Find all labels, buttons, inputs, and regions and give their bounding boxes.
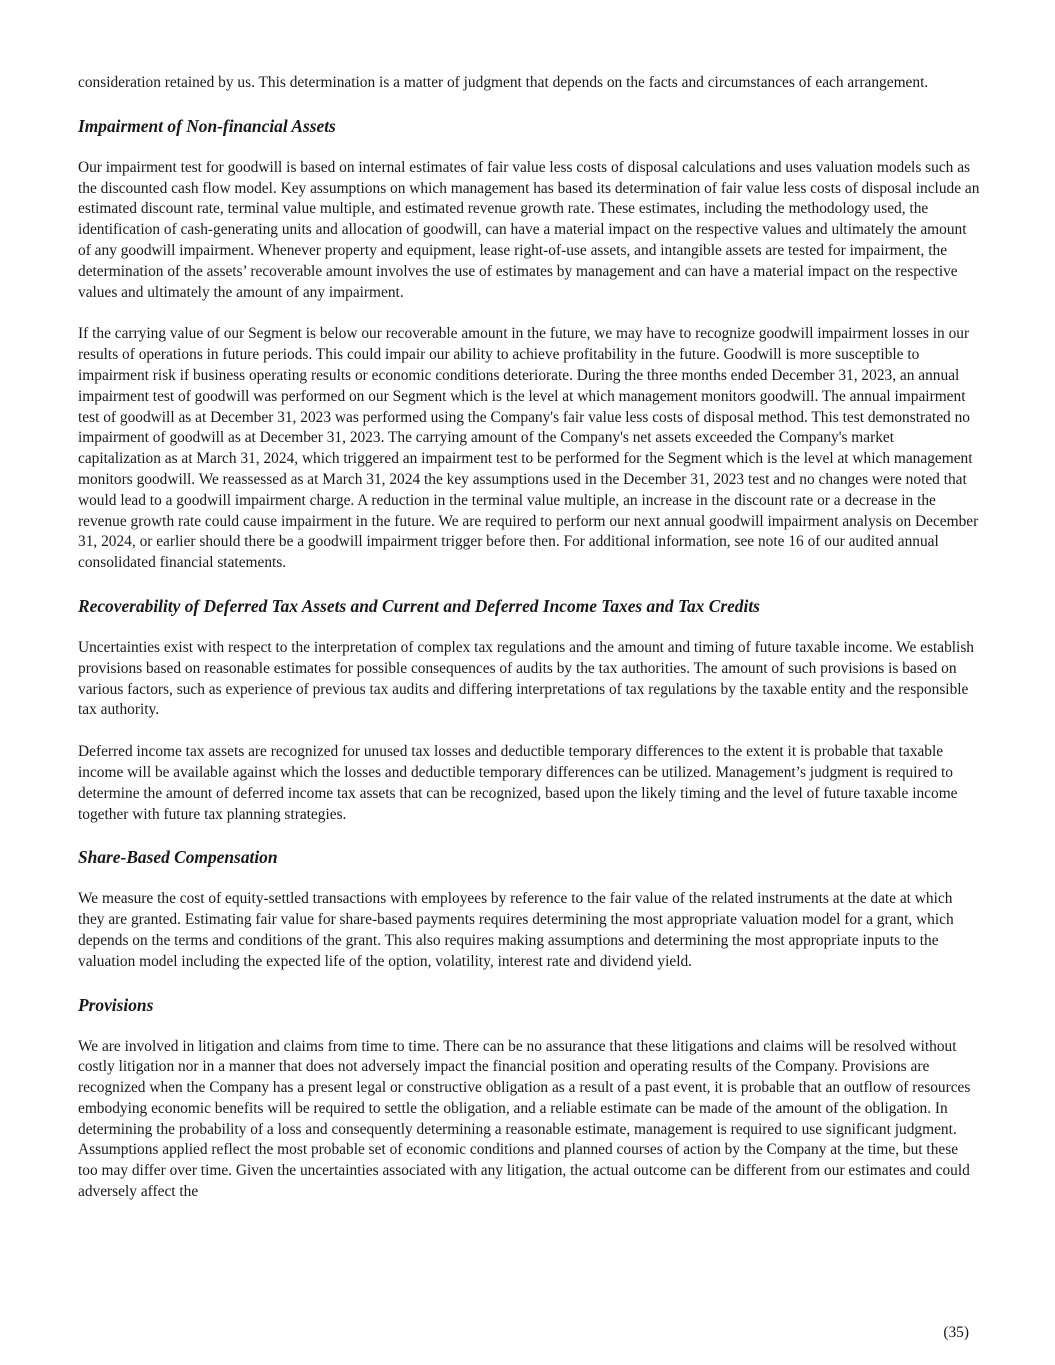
paragraph-litigation-and-claims: We are involved in litigation and claims from time to time. There can be no assurance that these litigations and claims will be resolved without costly litigation nor in a manner that does not adversely impact the financial position and operating results of the Company. Provisions are recognized when the Company has a present legal or constructive obligation as a result of a past event, it is probable that an outflow of resources embodying economic benefits will be required to settle the obligation, and a reliable estimate can be made of the amount of the obligation. In determining the probability of a loss and consequently determining a reasonable estimate, management is required to use significant judgment. Assumptions applied reflect the most probable set of economic conditions and planned courses of action by the Company at the time, but these too may differ over time. Given the uncertainties associated with any litigation, the actual outcome can be different from our estimates and could adversely affect the bbox=[78, 1037, 971, 1201]
section-heading-provisions: Provisions bbox=[78, 994, 154, 1015]
section-heading-impairment-non-financial-assets: Impairment of Non-financial Assets bbox=[78, 115, 336, 136]
paragraph-goodwill-impairment-test: Our impairment test for goodwill is based on internal estimates of fair value less costs of disposal calculations and uses valuation models such as the discounted cash flow model. Key assumptions on which management has based its determination of fair value less costs of disposal include an estimated discount rate, terminal value multiple, and estimated revenue growth rate. These estimates, including the methodology used, the identification of cash-generating units and allocation of goodwill, can have a material impact on the respective values and ultimately the amount of any goodwill impairment. Whenever property and equipment, lease right-of-use assets, and intangible assets are tested for impairment, the determination of the assets’ recoverable amount involves the use of estimates by management and can have a material impact on the respective values and ultimately the amount of any impairment. bbox=[78, 158, 980, 301]
page-number: (35) bbox=[943, 1324, 969, 1341]
document-body bbox=[78, 73, 980, 1224]
paragraph-deferred-income-tax-assets: Deferred income tax assets are recognized for unused tax losses and deductible temporary differences to the extent it is probable that taxable income will be available against which the losses and deductible temporary differences can be utilized. Management’s judgment is required to determine the amount of deferred income tax assets that can be recognized, based upon the likely timing and the level of future taxable income together with future tax planning strategies. bbox=[78, 743, 958, 823]
paragraph-segment-carrying-value: If the carrying value of our Segment is below our recoverable amount in the future, we may have to recognize goodwill impairment losses in our results of operations in future periods. This could impair our ability to achieve profitability in the future. Goodwill is more susceptible to impairment risk if business operating results or economic conditions deteriorate. During the three months ended December 31, 2023, an annual impairment test of goodwill was performed on our Segment which is the level at which management monitors goodwill. The annual impairment test of goodwill as at December 31, 2023 was performed using the Company's fair value less costs of disposal method. This test demonstrated no impairment of goodwill as at December 31, 2023. The carrying amount of the Company's net assets exceeded the Company's market capitalization as at March 31, 2024, which triggered an impairment test to be performed for the Segment which is the level at which management monitors goodwill. We reassessed as at March 31, 2024 the key assumptions used in the December 31, 2023 test and no changes were noted that would lead to a goodwill impairment charge. A reduction in the terminal value multiple, an increase in the discount rate or a decrease in the revenue growth rate could cause impairment in the future. We are required to perform our next annual goodwill impairment analysis on December 31, 2024, or earlier should there be a goodwill impairment trigger before then. For additional information, see note 16 of our audited annual consolidated financial statements. bbox=[78, 325, 979, 572]
section-heading-deferred-tax-assets: Recoverability of Deferred Tax Assets and Current and Deferred Income Taxes and Tax Credits bbox=[78, 595, 760, 616]
section-heading-share-based-compensation: Share-Based Compensation bbox=[78, 847, 278, 868]
paragraph-consideration-retained: consideration retained by us. This determination is a matter of judgment that depends on the facts and circumstances of each arrangement. bbox=[78, 74, 929, 91]
paragraph-equity-settled-transactions: We measure the cost of equity-settled transactions with employees by reference to the fair value of the related instruments at the date at which they are granted. Estimating fair value for share-based payments requires determining the most appropriate valuation model for a grant, which depends on the terms and conditions of the grant. This also requires making assumptions and determining the most appropriate inputs to the valuation model including the expected life of the option, volatility, interest rate and dividend yield. bbox=[78, 890, 954, 970]
paragraph-tax-uncertainties: Uncertainties exist with respect to the interpretation of complex tax regulations and the amount and timing of future taxable income. We establish provisions based on reasonable estimates for possible consequences of audits by the tax authorities. The amount of such provisions is based on various factors, such as experience of previous tax audits and differing interpretations of tax regulations by the taxable entity and the responsible tax authority. bbox=[78, 638, 975, 719]
